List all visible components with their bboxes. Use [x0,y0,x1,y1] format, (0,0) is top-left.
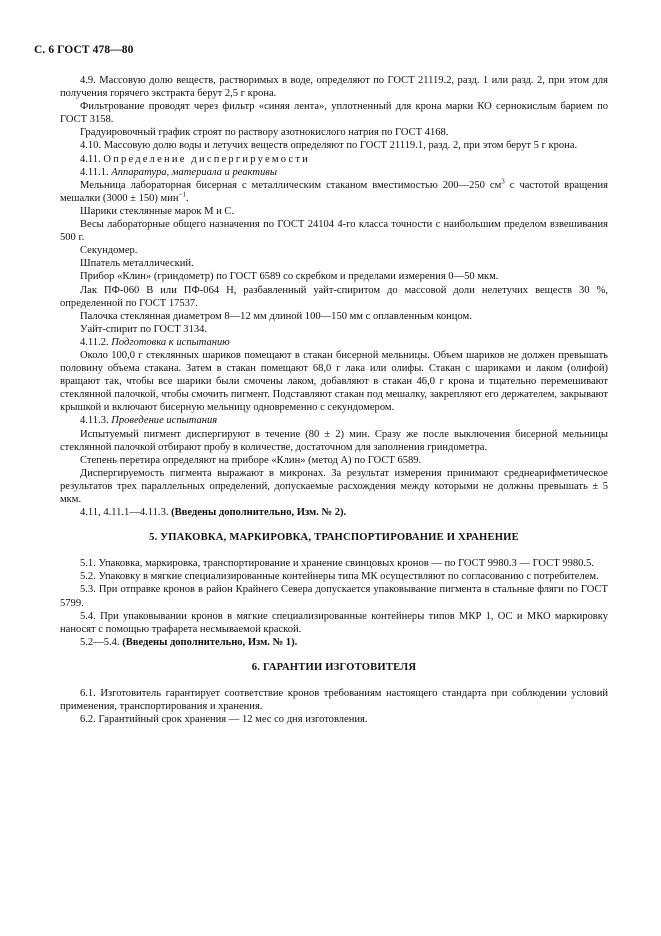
paragraph-4-11 [60,153,608,166]
paragraph-beads: Шарики стеклянные марок М и С. [80,205,235,217]
paragraph-dispersion: Испытуемый пигмент диспергируют в течение (80 ± 2) мин. Сразу же после выключения бисерной мельницы стеклянной палочкой отбирают пробу в количестве, достаточном для заполнения гриндометра. [60,428,608,453]
paragraph-scales: Весы лабораторные общего назначения по ГОСТ 24104 4-го класса точности с наибольшим пределом взвешивания 500 г. [60,219,608,244]
clause-title: Определение диспергируемости [103,153,310,165]
section-6-heading: 6. ГАРАНТИИ ИЗГОТОВИТЕЛЯ [251,661,417,673]
paragraph-fineness: Степень перетира определяют на приборе «Клин» (метод А) по ГОСТ 6589. [80,454,422,466]
clause-number: 4.11.3. [80,415,109,427]
paragraph-6-1: 6.1. Изготовитель гарантирует соответствие кронов требованиям настоящего стандарта при соблюдении условий применения, транспортирования и хранения. [60,688,608,713]
clause-title: Подготовка к испытанию [111,336,230,348]
amendment-note-2: 4.11, 4.11.1—4.11.3. (Введены дополнительно, Изм. № 2). [80,507,347,519]
paragraph-grindometer: Прибор «Клин» (гриндометр) по ГОСТ 6589 со скребком и пределами измерения 0—50 мкм. [80,271,499,283]
paragraph-preparation: Около 100,0 г стеклянных шариков помещают в стакан бисерной мельницы. Объем шариков не должен превышать половину объема стакана. Затем в стакан помещают 68,0 г лака или олифы. Стакан с шариками и лаком (олифой) вращают так, чтобы все шарики были смочены лаком, добавляют в стакан 46,0 г крона и тщательно перемешивают стеклянной палочкой, чтобы смочить пигмент. Подставляют стакан под мешалку, закрепляют его держателем, закрывают крышкой и включают бисерную мельницу одновременно с секундомером. [60,349,608,414]
paragraph-spatula: Шпатель металлический. [80,258,194,270]
paragraph-5-4: 5.4. При упаковывании кронов в мягкие специализированные контейнеры типов МКР 1, ОС и МКО маркировку наносят с помощью трафарета несмываемой краской. [60,610,608,635]
paragraph-4-11-2 [60,336,608,349]
clause-title: Проведение испытания [111,415,218,427]
paragraph-calibration: Градуировочный график строят по раствору азотнокислого натрия по ГОСТ 4168. [80,127,449,139]
paragraph-5-2: 5.2. Упаковку в мягкие специализированные контейнеры типа МК осуществляют по согласованию с потребителем. [80,571,599,583]
paragraph-glass-rod: Палочка стеклянная диаметром 8—12 мм длиной 100—150 мм с оплавленным концом. [80,310,472,322]
page-header: С. 6 ГОСТ 478—80 [34,44,134,56]
paragraph-4-9: 4.9. Массовую долю веществ, растворимых в воде, определяют по ГОСТ 21119.2, разд. 1 или разд. 2, при этом для получения горячего экстракта берут 2,5 г крона. [60,75,608,100]
clause-number: 4.11.2. [80,336,109,348]
paragraph-4-11-1 [60,166,608,179]
paragraph-result: Диспергируемость пигмента выражают в микронах. За результат измерения принимают среднеарифметическое результатов трех параллельных определений, допускаемые расхождения между которыми не должны превышать ± 5 мкм. [60,467,608,505]
document-body [60,74,608,726]
paragraph-5-3: 5.3. При отправке кронов в район Крайнего Севера допускается упаковывание пигмента в стальные фляги по ГОСТ 5799. [60,584,608,609]
paragraph-4-11-3 [60,414,608,427]
paragraph-white-spirit: Уайт-спирит по ГОСТ 3134. [80,323,208,335]
clause-number: 4.11. [80,153,101,165]
paragraph-mill: Мельница лабораторная бисерная с металлическим стаканом вместимостью 200—250 $см^3$ с частотой вращения мешалки (3000 ± 150) мин$^{-1}$. [60,177,608,204]
clause-title: Аппаратура, материала и реактивы [111,166,277,178]
paragraph-4-10: 4.10. Массовую долю воды и летучих веществ определяют по ГОСТ 21119.1, разд. 2, при этом берут 5 г крона. [80,140,578,152]
clause-number: 4.11.1. [80,166,109,178]
paragraph-filtering: Фильтрование проводят через фильтр «синяя лента», уплотненный для крона марки КО сернокислым барием по ГОСТ 3158. [60,101,608,126]
paragraph-6-2: 6.2. Гарантийный срок хранения — 12 мес со дня изготовления. [80,714,368,726]
amendment-note-1: 5.2—5.4. (Введены дополнительно, Изм. № 1). [80,636,298,648]
section-5-heading: 5. УПАКОВКА, МАРКИРОВКА, ТРАНСПОРТИРОВАНИЕ И ХРАНЕНИЕ [149,532,519,544]
paragraph-lacquer: Лак ПФ-060 В или ПФ-064 Н, разбавленный уайт-спиритом до массовой доли нелетучих веществ 30 %, определенной по ГОСТ 17537. [60,284,608,309]
paragraph-5-1: 5.1. Упаковка, маркировка, транспортирование и хранение свинцовых кронов — по ГОСТ 9980.3 — ГОСТ 9980.5. [80,558,594,570]
paragraph-stopwatch: Секундомер. [80,245,138,257]
